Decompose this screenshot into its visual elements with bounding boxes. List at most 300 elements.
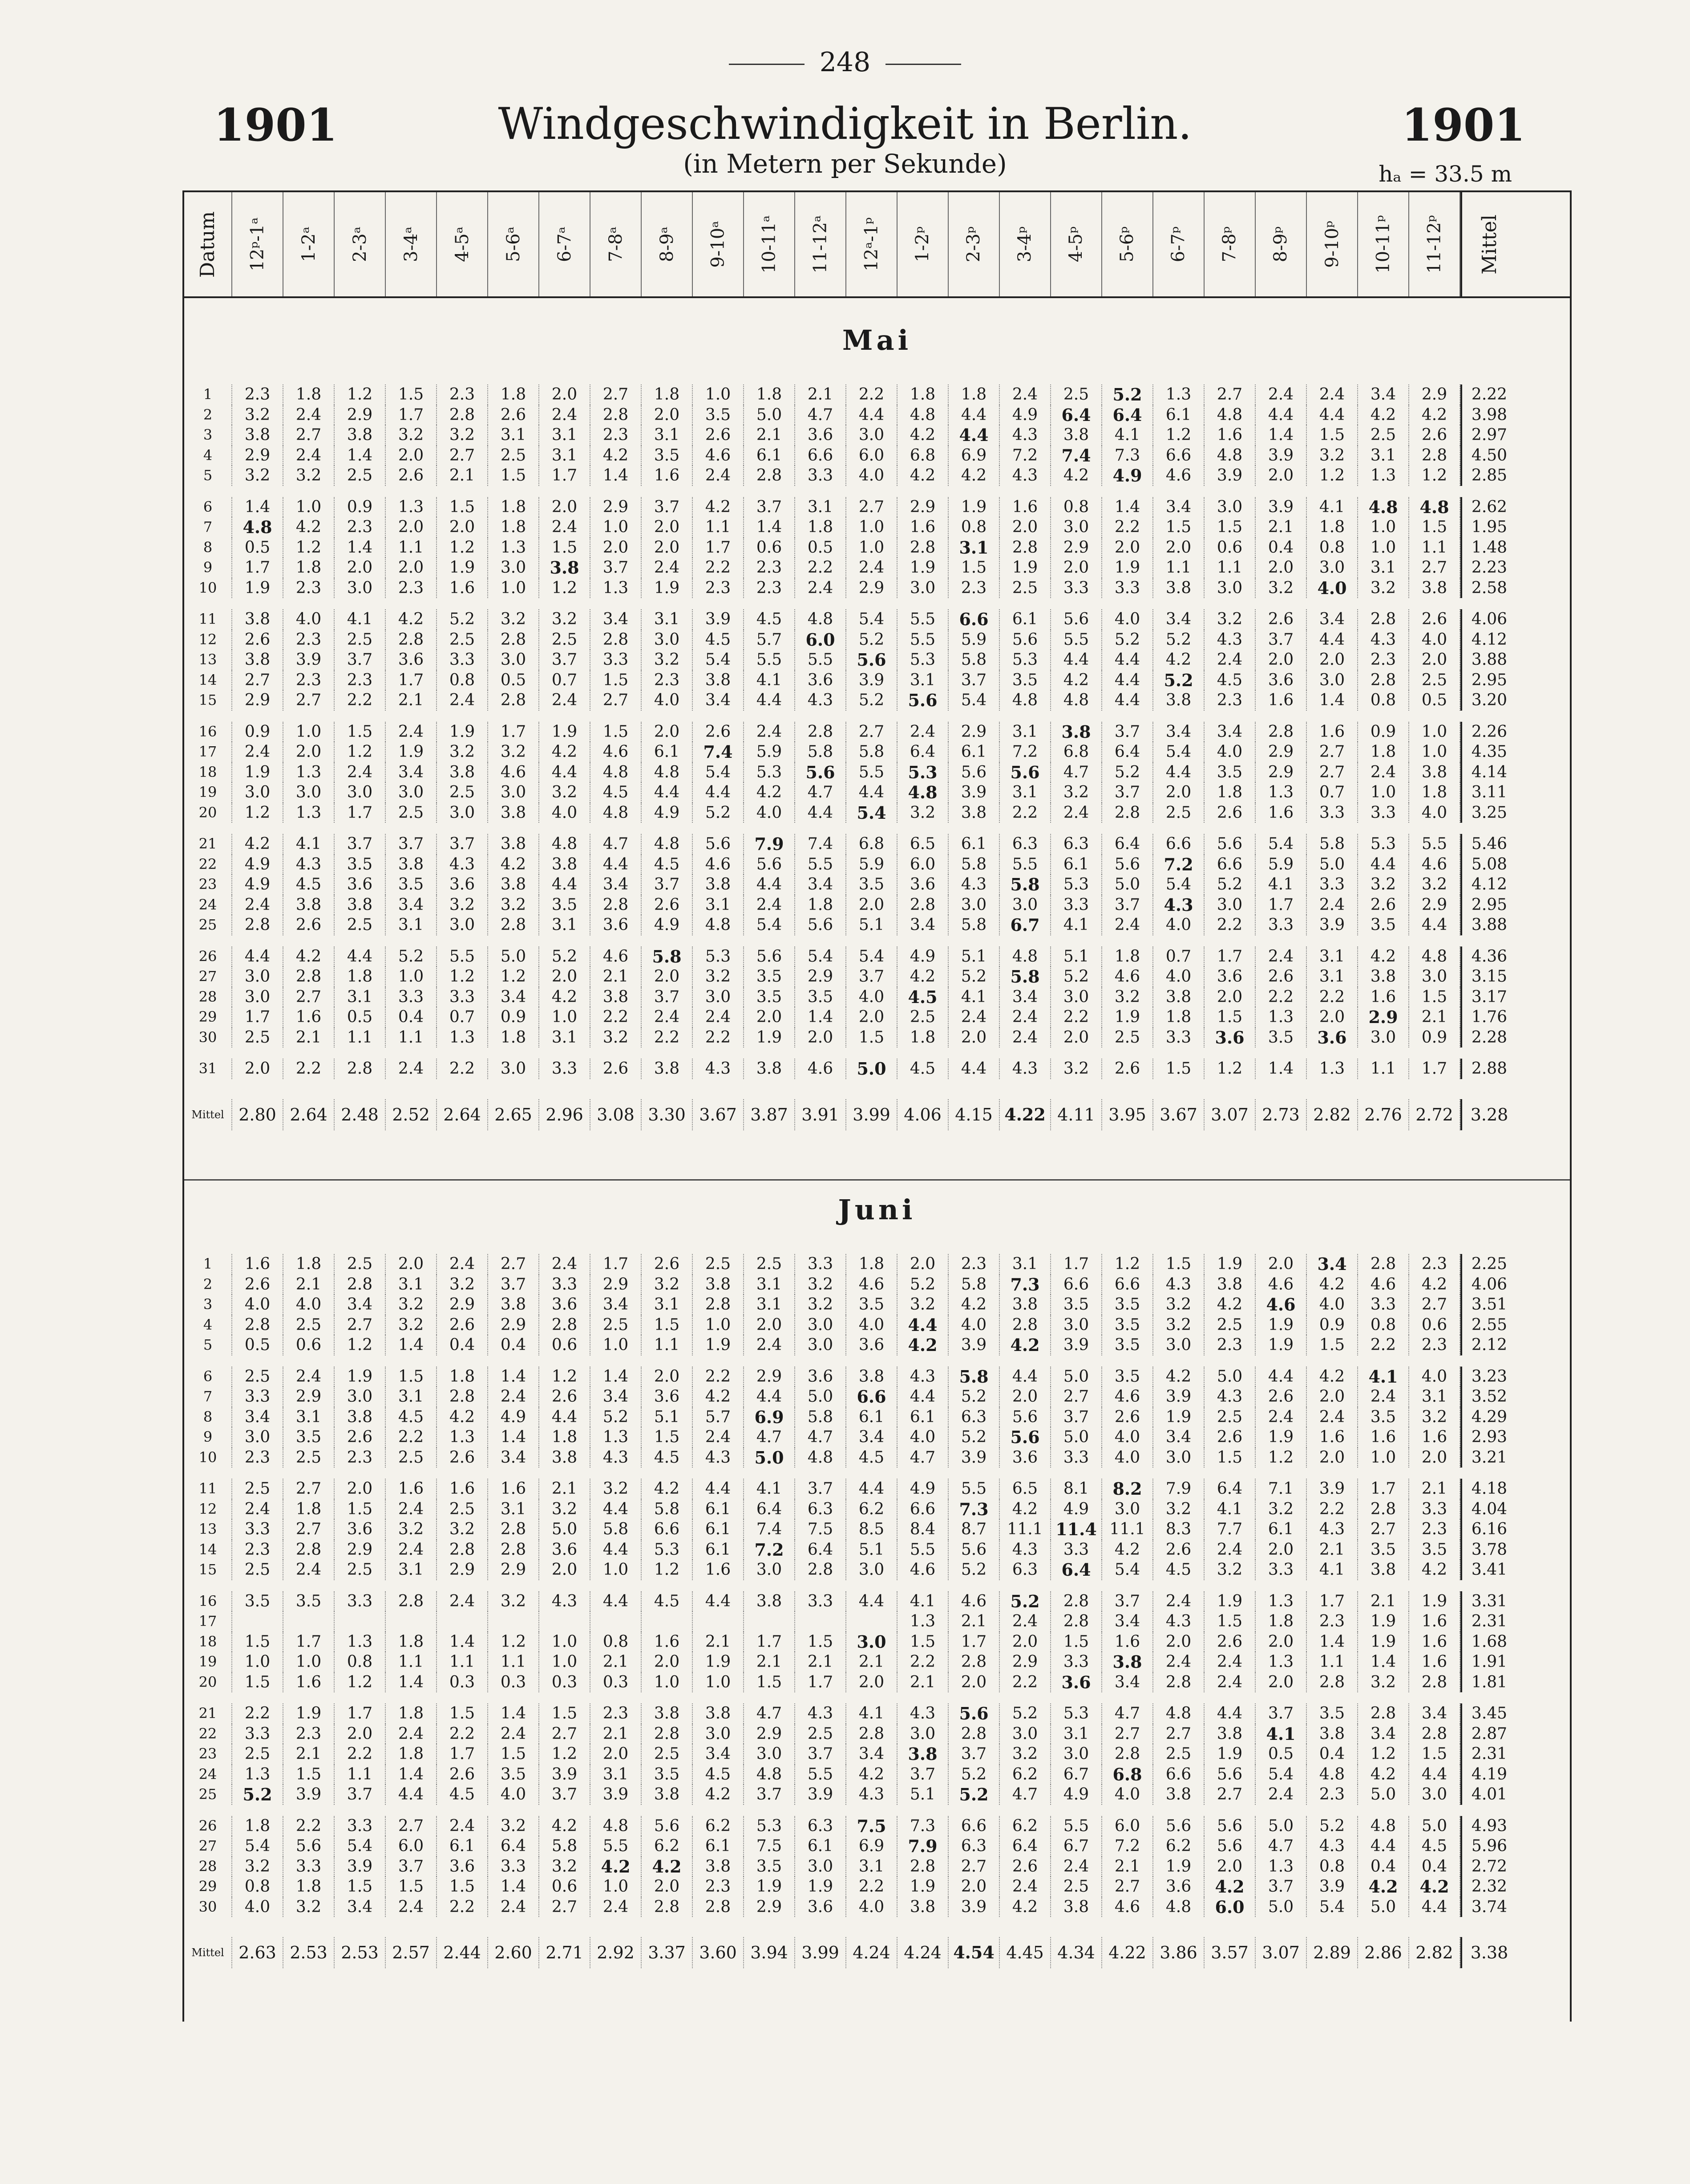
hour-value-cell: 4.7 [1102,1703,1153,1724]
hour-value-cell: 5.0 [846,1059,898,1079]
hour-value-cell: 2.4 [1051,1856,1102,1877]
hour-value-cell: 2.1 [1256,517,1307,538]
hour-value-cell: 1.3 [283,803,335,823]
hour-value-cell: 6.1 [693,1499,744,1520]
day-cell: 19 [184,782,232,803]
hour-value-cell: 6.3 [949,1836,1000,1856]
hour-value-cell: 4.6 [693,854,744,875]
hour-value-cell: 4.3 [846,1784,898,1805]
hour-value-cell: 3.2 [386,1315,437,1335]
hour-value-cell: 3.1 [386,915,437,935]
hour-value-cell: 1.5 [386,1367,437,1387]
hour-value-cell: 2.0 [642,517,693,538]
hour-value-cell: 3.0 [232,1427,283,1448]
hour-value-cell: 5.5 [590,1836,642,1856]
hour-value-cell: 1.5 [642,1427,693,1448]
daily-mean-cell: 1.81 [1460,1672,1516,1693]
hour-value-cell: 5.7 [744,630,795,650]
hour-value-cell: 2.0 [1307,1387,1358,1407]
day-cell: 19 [184,1652,232,1672]
hour-value-cell: 2.4 [846,558,898,578]
hour-value-cell: 4.2 [232,834,283,854]
hour-value-cell: 4.2 [1205,1294,1256,1315]
hour-value-cell: 4.9 [1102,465,1153,486]
day-row [184,1427,1570,1448]
day-cell: 7 [184,1387,232,1407]
hour-value-cell: 6.6 [1102,1274,1153,1295]
hour-value-cell: 2.8 [488,1540,539,1560]
hour-value-cell: 2.1 [1409,1479,1460,1499]
hour-value-cell: 5.6 [744,946,795,967]
hour-value-cell: 2.6 [1409,609,1460,630]
hour-value-cell: 1.3 [1358,465,1409,486]
hour-value-cell: 5.2 [590,1407,642,1428]
hour-value-cell: 2.4 [1256,1407,1307,1428]
hour-value-cell: 2.7 [1409,1294,1460,1315]
hour-value-cell: 3.67 [1153,1099,1205,1130]
header-hour [846,192,898,296]
hour-value-cell: 5.0 [1102,874,1153,895]
hour-value-cell: 4.0 [232,1897,283,1917]
page-title: Windgeschwindigkeit in Berlin. [498,99,1192,150]
day-cell: 1 [184,1254,232,1274]
daily-mean-cell: 4.50 [1460,445,1516,466]
hour-value-cell: 5.5 [1051,630,1102,650]
hour-value-cell: 5.6 [1205,834,1256,854]
header-hour [1358,192,1409,296]
hour-value-cell: 2.3 [335,517,386,538]
hour-value-cell: 2.0 [437,517,488,538]
hour-value-cell: 2.9 [1409,895,1460,915]
hour-value-cell: 4.4 [1409,915,1460,935]
hour-value-cell: 3.30 [642,1099,693,1130]
hour-value-cell: 2.82 [1307,1099,1358,1130]
day-cell: 15 [184,690,232,711]
hour-value-cell: 3.4 [1102,1611,1153,1632]
hour-value-cell: 2.0 [642,967,693,987]
hour-value-cell: 1.3 [1307,1059,1358,1079]
hour-value-cell: 2.2 [795,558,846,578]
year-left: 1901 [214,99,338,151]
hour-value-cell: 2.4 [1000,1007,1051,1027]
hour-value-cell: 4.4 [1409,1897,1460,1917]
hour-value-cell: 5.6 [949,762,1000,783]
hour-value-cell: 3.6 [1307,1027,1358,1048]
hour-value-cell: 3.4 [1102,1672,1153,1693]
hour-value-cell: 1.1 [386,538,437,558]
hour-value-cell: 1.2 [488,1632,539,1652]
hour-value-cell: 4.2 [744,782,795,803]
hour-value-cell: 1.9 [693,1652,744,1672]
hour-value-cell: 2.7 [283,1479,335,1499]
hour-value-cell: 1.6 [693,1560,744,1580]
hour-value-cell: 1.4 [335,445,386,466]
hour-value-cell: 2.4 [693,1427,744,1448]
hour-value-cell: 3.0 [1307,558,1358,578]
hour-value-cell: 4.5 [642,1591,693,1612]
hour-value-cell: 5.3 [744,762,795,783]
hour-value-cell: 3.1 [386,1560,437,1580]
hour-value-cell: 3.1 [642,609,693,630]
hour-value-cell: 5.6 [1000,1427,1051,1448]
hour-value-cell: 1.5 [335,1877,386,1897]
hour-value-cell: 3.8 [335,425,386,445]
hour-value-cell: 1.8 [283,1254,335,1274]
hour-value-cell: 2.0 [386,1254,437,1274]
hour-value-cell: 2.4 [386,1499,437,1520]
day-row [184,1254,1570,1274]
hour-value-cell: 2.6 [642,1254,693,1274]
hour-value-cell: 2.4 [488,1724,539,1744]
hour-value-cell: 2.0 [1000,517,1051,538]
hour-value-cell: 0.9 [1358,722,1409,742]
hour-value-cell: 4.1 [283,834,335,854]
day-row [184,384,1570,405]
hour-value-cell: 1.7 [488,722,539,742]
hour-value-cell: 3.0 [1205,578,1256,599]
hour-value-cell: 5.8 [1000,874,1051,895]
hour-value-cell: 8.4 [898,1519,949,1540]
hour-value-cell: 4.5 [590,782,642,803]
day-row [184,558,1570,578]
hour-value-cell: 4.2 [1153,1367,1205,1387]
hour-value-cell: 5.8 [642,946,693,967]
hour-value-cell: 4.1 [846,1703,898,1724]
hour-value-cell: 0.3 [539,1672,590,1693]
hour-value-cell: 3.2 [795,1274,846,1295]
header-hour [795,192,846,296]
day-cell: 16 [184,722,232,742]
hour-value-cell: 1.5 [1051,1632,1102,1652]
hour-value-cell: 6.6 [1205,854,1256,875]
hour-value-cell: 7.3 [898,1816,949,1836]
hour-value-cell: 3.7 [1256,630,1307,650]
daily-mean-cell: 5.08 [1460,854,1516,875]
hour-value-cell: 3.5 [1205,762,1256,783]
day-cell: 7 [184,517,232,538]
hour-value-cell: 2.9 [488,1315,539,1335]
daily-mean-cell: 2.93 [1460,1427,1516,1448]
hour-value-cell: 3.0 [898,1724,949,1744]
hour-value-cell: 1.8 [386,1632,437,1652]
hour-value-cell: 1.5 [1205,1611,1256,1632]
hour-value-cell [283,1611,335,1632]
hour-value-cell: 2.6 [1205,803,1256,823]
day-row [184,690,1570,711]
hour-value-cell: 3.9 [1307,1877,1358,1897]
hour-value-cell: 2.6 [1256,609,1307,630]
header-mean [1460,192,1516,296]
hour-value-cell: 3.8 [693,1856,744,1877]
hour-value-cell: 1.5 [744,1672,795,1693]
hour-value-cell: 1.4 [386,1335,437,1355]
hour-value-cell: 4.0 [1307,578,1358,599]
hour-value-cell: 0.6 [539,1335,590,1355]
hour-value-cell: 4.4 [1102,690,1153,711]
hour-value-cell: 4.2 [693,1784,744,1805]
hour-value-cell: 5.8 [949,1367,1000,1387]
header-hour-label: 12ᵃ-1ᵖ [861,217,882,271]
hour-value-cell: 3.9 [949,1897,1000,1917]
hour-value-cell: 3.2 [1358,1672,1409,1693]
hour-value-cell: 2.0 [386,445,437,466]
day-row [184,1407,1570,1428]
hour-value-cell: 5.6 [1205,1816,1256,1836]
hour-value-cell: 3.3 [795,465,846,486]
hour-value-cell: 2.2 [693,558,744,578]
hour-value-cell: 2.6 [1205,1632,1256,1652]
hour-value-cell: 5.8 [949,650,1000,670]
hour-value-cell: 1.7 [1205,946,1256,967]
hour-value-cell: 4.54 [949,1937,1000,1968]
hour-value-cell: 3.6 [335,1519,386,1540]
daily-mean-cell: 3.98 [1460,405,1516,425]
hour-value-cell: 3.0 [846,425,898,445]
daily-mean-cell: 4.06 [1460,609,1516,630]
daily-mean-cell: 4.14 [1460,762,1516,783]
hour-value-cell: 3.3 [1051,578,1102,599]
hour-value-cell: 1.4 [1256,1059,1307,1079]
hour-value-cell: 3.6 [437,874,488,895]
hour-value-cell: 4.5 [1205,670,1256,691]
hour-value-cell: 3.1 [335,987,386,1007]
hour-value-cell: 6.9 [846,1836,898,1856]
hour-value-cell: 6.2 [1000,1816,1051,1836]
hour-value-cell: 4.7 [1051,762,1102,783]
hour-value-cell: 3.0 [232,967,283,987]
hour-value-cell: 3.2 [898,1294,949,1315]
hour-value-cell: 3.1 [283,1407,335,1428]
hour-value-cell: 3.4 [1307,609,1358,630]
hour-value-cell: 3.5 [1358,1540,1409,1560]
hour-value-cell: 2.4 [1205,1540,1256,1560]
hour-value-cell: 0.8 [590,1632,642,1652]
hour-value-cell: 3.4 [590,1387,642,1407]
hour-value-cell: 3.0 [232,782,283,803]
hour-value-cell: 2.72 [1409,1099,1460,1130]
hour-value-cell: 1.8 [949,384,1000,405]
hour-value-cell: 2.0 [846,1007,898,1027]
hour-value-cell: 2.8 [898,538,949,558]
hour-value-cell: 3.2 [283,465,335,486]
hour-value-cell: 4.7 [744,1427,795,1448]
hour-value-cell: 3.3 [1358,803,1409,823]
hour-value-cell: 5.8 [949,1274,1000,1295]
daily-mean-cell: 3.78 [1460,1540,1516,1560]
hour-value-cell: 3.8 [488,1294,539,1315]
hour-value-cell: 3.4 [1205,722,1256,742]
hour-value-cell: 3.7 [539,650,590,670]
hour-value-cell: 5.5 [898,1540,949,1560]
hour-value-cell: 3.0 [898,578,949,599]
hour-value-cell: 2.5 [744,1254,795,1274]
hour-value-cell: 7.7 [1205,1519,1256,1540]
hour-value-cell: 2.8 [437,1387,488,1407]
hour-value-cell: 3.0 [1205,895,1256,915]
hour-value-cell: 3.4 [1153,609,1205,630]
hour-value-cell: 1.1 [437,1652,488,1672]
hour-value-cell: 4.2 [488,854,539,875]
hour-value-cell: 3.7 [642,874,693,895]
hour-value-cell: 6.2 [846,1499,898,1520]
hour-value-cell [744,1611,795,1632]
hour-value-cell: 4.5 [1153,1560,1205,1580]
hour-value-cell: 2.1 [283,1274,335,1295]
hour-value-cell: 3.2 [539,609,590,630]
hour-value-cell: 2.7 [1307,762,1358,783]
hour-value-cell: 1.3 [335,1632,386,1652]
hour-value-cell: 2.6 [642,895,693,915]
hour-value-cell: 3.4 [590,1294,642,1315]
hour-value-cell: 6.1 [693,1519,744,1540]
hour-value-cell: 1.7 [795,1672,846,1693]
day-cell: 10 [184,1448,232,1468]
hour-value-cell: 3.2 [232,1856,283,1877]
month-title-juni: Juni [838,1193,916,1226]
hour-value-cell: 2.4 [232,742,283,762]
hour-value-cell: 1.5 [335,1499,386,1520]
hour-value-cell: 4.2 [949,1294,1000,1315]
hour-value-cell: 3.8 [744,1059,795,1079]
hour-value-cell: 11.1 [1102,1519,1153,1540]
hour-value-cell: 2.2 [1000,803,1051,823]
hour-value-cell: 3.8 [642,1703,693,1724]
hour-value-cell: 2.9 [795,967,846,987]
hour-value-cell: 4.2 [1000,1499,1051,1520]
hour-value-cell: 1.9 [1256,1335,1307,1355]
hour-value-cell: 3.5 [1409,1540,1460,1560]
hour-value-cell: 4.0 [1102,1784,1153,1805]
hour-value-cell: 5.6 [1205,1764,1256,1785]
daily-mean-cell: 2.12 [1460,1335,1516,1355]
hour-value-cell: 2.8 [1358,1254,1409,1274]
hour-value-cell: 2.8 [795,722,846,742]
hour-value-cell: 2.4 [539,690,590,711]
hour-value-cell: 0.5 [232,1335,283,1355]
hour-value-cell: 1.0 [1358,517,1409,538]
year-right: 1901 [1401,99,1525,151]
hour-value-cell: 2.1 [949,1611,1000,1632]
hour-value-cell: 4.4 [693,782,744,803]
hour-value-cell: 2.48 [335,1099,386,1130]
hour-value-cell: 3.5 [1102,1315,1153,1335]
hour-value-cell: 3.0 [949,895,1000,915]
hour-value-cell: 3.8 [693,874,744,895]
hour-value-cell: 6.1 [1000,609,1051,630]
hour-value-cell: 2.5 [1000,578,1051,599]
day-row [184,915,1570,935]
hour-value-cell: 5.6 [283,1836,335,1856]
hour-value-cell: 1.8 [1153,1007,1205,1027]
hour-value-cell: 5.8 [846,742,898,762]
hour-value-cell: 4.4 [949,405,1000,425]
hour-value-cell: 1.8 [795,895,846,915]
hour-value-cell: 2.9 [437,1294,488,1315]
hour-value-cell: 1.9 [898,558,949,578]
hour-value-cell: 3.37 [642,1937,693,1968]
hour-value-cell: 2.2 [283,1816,335,1836]
hour-value-cell: 4.4 [898,1387,949,1407]
hour-value-cell: 0.8 [437,670,488,691]
hour-value-cell: 4.5 [846,1448,898,1468]
hour-value-cell: 4.8 [1307,1764,1358,1785]
hour-value-cell: 3.9 [335,1856,386,1877]
hour-value-cell: 4.0 [846,987,898,1007]
hour-value-cell: 4.2 [642,1856,693,1877]
hour-value-cell: 2.3 [335,1448,386,1468]
hour-value-cell: 3.4 [335,1294,386,1315]
day-row [184,782,1570,803]
hour-value-cell: 2.5 [795,1724,846,1744]
hour-value-cell: 3.9 [1153,1387,1205,1407]
hour-value-cell: 2.60 [488,1937,539,1968]
hour-value-cell: 1.7 [437,1744,488,1764]
hour-value-cell: 5.6 [1000,630,1051,650]
hour-value-cell: 2.5 [1409,670,1460,691]
hour-value-cell: 6.4 [1000,1836,1051,1856]
hour-value-cell: 2.6 [693,425,744,445]
hour-value-cell: 2.4 [744,895,795,915]
hour-value-cell: 5.2 [949,1427,1000,1448]
hour-value-cell: 4.5 [642,854,693,875]
hour-value-cell: 4.4 [1000,1367,1051,1387]
hour-value-cell: 2.2 [232,1703,283,1724]
hour-value-cell: 3.0 [1205,497,1256,518]
hour-value-cell: 3.8 [232,650,283,670]
hour-value-cell: 2.4 [488,1387,539,1407]
hour-value-cell: 3.91 [795,1099,846,1130]
hour-value-cell: 2.6 [539,1387,590,1407]
hour-value-cell: 2.8 [744,465,795,486]
hour-value-cell: 3.8 [1102,1652,1153,1672]
hour-value-cell: 2.7 [1051,1387,1102,1407]
hour-value-cell: 3.5 [1358,1407,1409,1428]
hour-value-cell: 2.9 [335,405,386,425]
day-cell: 14 [184,1540,232,1560]
hour-value-cell: 4.2 [1409,1560,1460,1580]
hour-value-cell: 4.4 [846,1591,898,1612]
hour-value-cell: 1.9 [335,1367,386,1387]
hour-value-cell: 5.2 [1000,1703,1051,1724]
hour-value-cell: 3.3 [795,1591,846,1612]
hour-value-cell: 5.3 [744,1816,795,1836]
hour-value-cell: 4.2 [1000,1897,1051,1917]
hour-value-cell: 2.1 [590,967,642,987]
hour-value-cell: 5.4 [1153,742,1205,762]
day-cell: 9 [184,558,232,578]
hour-value-cell: 1.6 [437,1479,488,1499]
hour-value-cell: 4.3 [283,854,335,875]
hour-value-cell: 5.6 [1000,762,1051,783]
hour-value-cell: 3.1 [744,1294,795,1315]
hour-value-cell: 3.2 [1409,874,1460,895]
hour-value-cell: 1.8 [283,1499,335,1520]
daily-mean-cell: 3.15 [1460,967,1516,987]
hour-value-cell: 4.7 [1256,1836,1307,1856]
hour-value-cell: 4.3 [795,690,846,711]
hour-value-cell: 4.2 [1409,405,1460,425]
header-hour-label: 6-7ᵖ [1168,226,1189,263]
daily-mean-cell: 2.26 [1460,722,1516,742]
hour-value-cell: 2.2 [642,1027,693,1048]
hour-value-cell: 3.3 [1051,895,1102,915]
hour-value-cell: 1.2 [283,538,335,558]
hour-value-cell: 3.0 [846,1632,898,1652]
hour-value-cell: 5.5 [1051,1816,1102,1836]
hour-value-cell: 2.1 [590,1652,642,1672]
hour-value-cell: 2.7 [437,445,488,466]
hour-value-cell: 1.3 [437,1427,488,1448]
